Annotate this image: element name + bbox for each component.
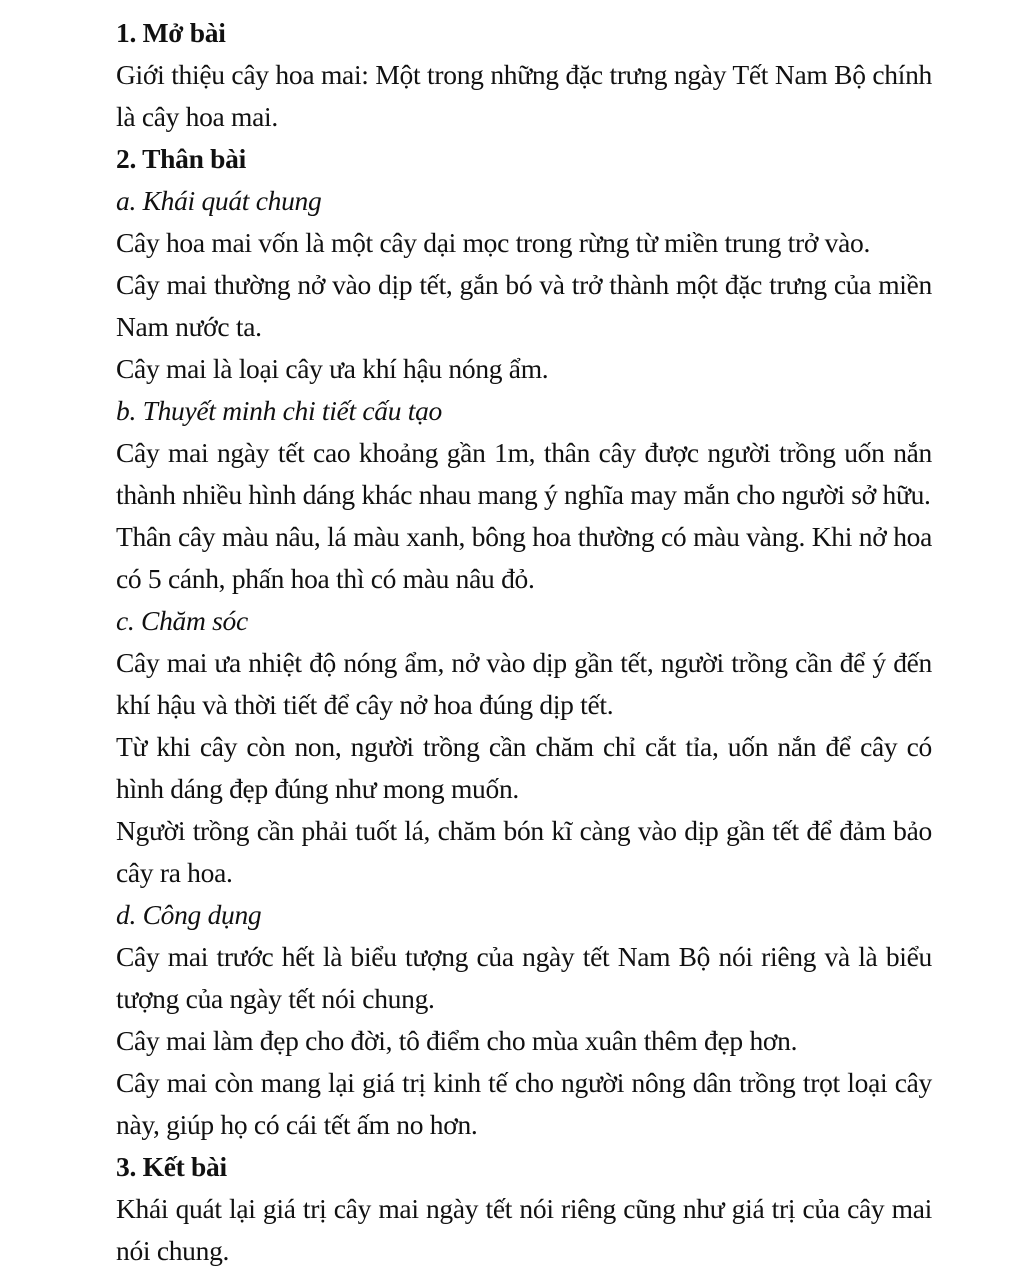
- paragraph: Cây mai thường nở vào dịp tết, gắn bó và trở thành một đặc trưng của miền Nam nước ta.: [116, 269, 932, 342]
- section-heading-ket-bai: 3. Kết bài: [116, 1151, 227, 1182]
- section-heading-mo-bai: 1. Mở bài: [116, 17, 226, 48]
- document-page: [116, 12, 932, 1272]
- subheading-cham-soc: c. Chăm sóc: [116, 605, 248, 636]
- section-heading-than-bai: 2. Thân bài: [116, 143, 246, 174]
- paragraph: Từ khi cây còn non, người trồng cần chăm chỉ cắt tỉa, uốn nắn để cây có hình dáng đẹp đúng như mong muốn.: [116, 731, 932, 804]
- paragraph: Cây mai là loại cây ưa khí hậu nóng ẩm.: [116, 353, 549, 384]
- paragraph: Cây mai trước hết là biểu tượng của ngày tết Nam Bộ nói riêng và là biểu tượng của ngày tết nói chung.: [116, 941, 932, 1014]
- subheading-khai-quat-chung: a. Khái quát chung: [116, 185, 322, 216]
- paragraph: Cây mai còn mang lại giá trị kinh tế cho người nông dân trồng trọt loại cây này, giúp họ có cái tết ấm no hơn.: [116, 1067, 932, 1140]
- paragraph: Cây mai ưa nhiệt độ nóng ẩm, nở vào dịp gần tết, người trồng cần để ý đến khí hậu và thời tiết để cây nở hoa đúng dịp tết.: [116, 647, 932, 720]
- paragraph: Người trồng cần phải tuốt lá, chăm bón kĩ càng vào dịp gần tết để đảm bảo cây ra hoa.: [116, 815, 932, 888]
- paragraph: Cây mai ngày tết cao khoảng gần 1m, thân cây được người trồng uốn nắn thành nhiều hình dáng khác nhau mang ý nghĩa may mắn cho người sở hữu.: [116, 437, 932, 510]
- paragraph: Cây mai làm đẹp cho đời, tô điểm cho mùa xuân thêm đẹp hơn.: [116, 1025, 798, 1056]
- paragraph: Giới thiệu cây hoa mai: Một trong những đặc trưng ngày Tết Nam Bộ chính là cây hoa mai.: [116, 59, 932, 132]
- paragraph: Thân cây màu nâu, lá màu xanh, bông hoa thường có màu vàng. Khi nở hoa có 5 cánh, phấn hoa thì có màu nâu đỏ.: [116, 521, 932, 594]
- paragraph: Cây hoa mai vốn là một cây dại mọc trong rừng từ miền trung trở vào.: [116, 227, 871, 258]
- subheading-cau-tao: b. Thuyết minh chi tiết cấu tạo: [116, 395, 442, 426]
- subheading-cong-dung: d. Công dụng: [116, 899, 262, 930]
- paragraph: Khái quát lại giá trị cây mai ngày tết nói riêng cũng như giá trị của cây mai nói chung.: [116, 1193, 932, 1266]
